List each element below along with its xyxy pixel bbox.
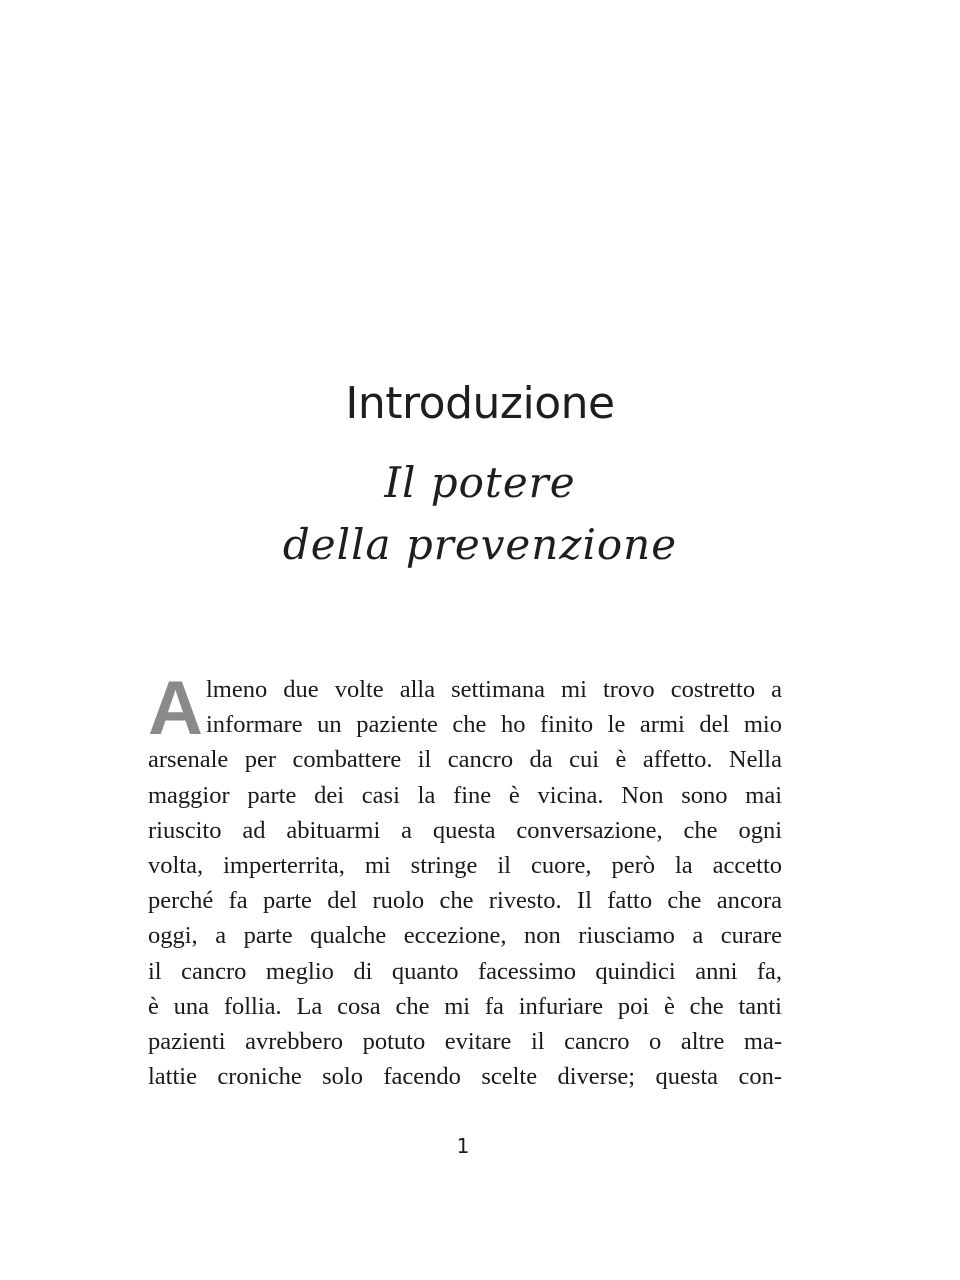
text-line: pazienti avrebbero potuto evitare il cancro o altre ma- [148,1028,782,1056]
subtitle-line-2: della prevenzione [282,520,678,569]
text-line: arsenale per combattere il cancro da cui è affetto. Nella [148,746,782,774]
text-line: è una follia. La cosa che mi fa infuriare poi è che tanti [148,992,782,1020]
chapter-heading: Introduzione [345,378,615,429]
text-line: oggi, a parte qualche eccezione, non riusciamo a curare [148,922,782,950]
chapter-subtitle [0,452,960,576]
page-number: 1 [456,1134,470,1158]
body-paragraph [148,666,782,1094]
text-line: perché fa parte del ruolo che rivesto. Il fatto che ancora [148,887,782,915]
text-line: riuscito ad abituarmi a questa conversazione, che ogni [148,816,782,844]
subtitle-line-1: Il potere [384,458,576,507]
text-line: informare un paziente che ho finito le armi del mio [206,711,782,739]
drop-cap: A [148,666,203,751]
text-line: il cancro meglio di quanto facessimo quindici anni fa, [148,957,782,985]
text-line: maggior parte dei casi la fine è vicina. Non sono mai [148,781,782,809]
text-line: lattie croniche solo facendo scelte diverse; questa con- [148,1063,782,1091]
text-line: lmeno due volte alla settimana mi trovo costretto a [206,676,782,703]
text-line: volta, imperterrita, mi stringe il cuore, però la accetto [148,852,782,880]
